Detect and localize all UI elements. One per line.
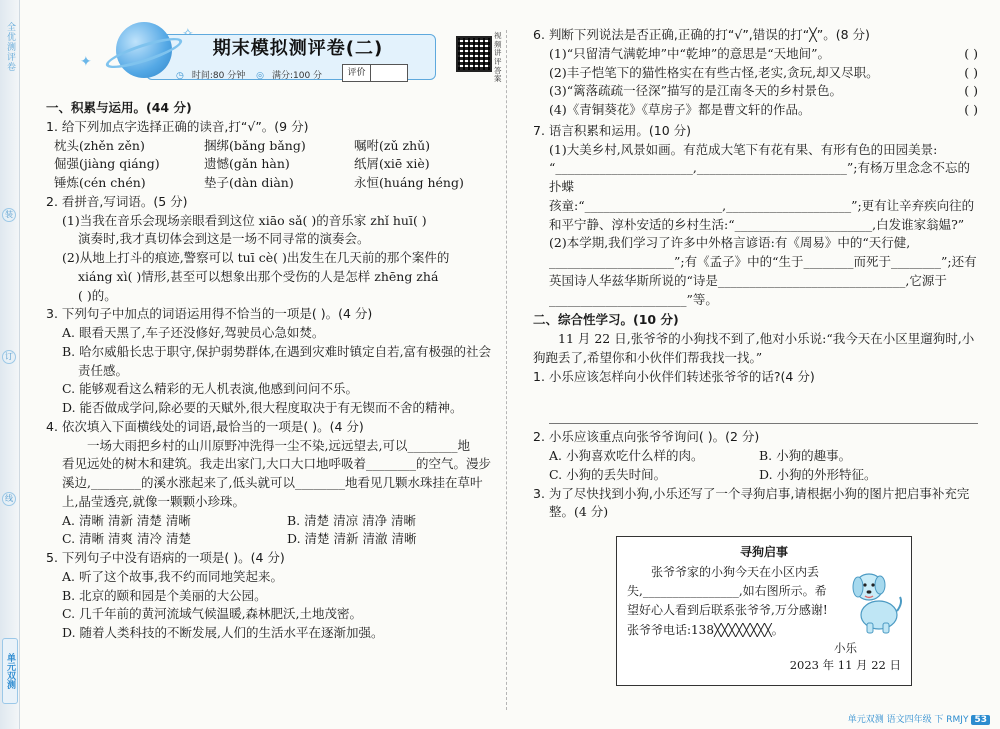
- question-4: [46, 418, 496, 549]
- judge-statement: (1)“只留清气满乾坤”中“乾坤”的意思是“天地间”。: [549, 45, 831, 61]
- question-1-title: 1. 给下列加点字选择正确的读音,打“√”。(9 分): [46, 118, 309, 134]
- exam-meta: [176, 70, 330, 84]
- notice-line: 望好心人看到后联系张爷爷,万分感谢!: [627, 603, 828, 618]
- passage-line[interactable]: 看见远处的树木和建筑。我走出家门,大口大口地呼吸着________的空气。漫步: [62, 456, 491, 472]
- spine-brand: 全优测评卷: [5, 22, 15, 72]
- question-2: [46, 193, 496, 306]
- answer-line[interactable]: [549, 400, 978, 424]
- pinyin-choice[interactable]: 垫子(dàn diàn): [204, 175, 294, 190]
- left-column: [46, 22, 502, 643]
- question-6-title: 6. 判断下列说法是否正确,正确的打“√”,错误的打“╳”。(8 分): [533, 27, 870, 42]
- pinyin-choice[interactable]: 嘱咐(zǔ zhǔ): [354, 137, 431, 153]
- sub-question-1: 1. 小乐应该怎样向小伙伴们转述张爷爷的话?(4 分): [533, 368, 815, 384]
- option-d[interactable]: D. 随着人类科技的不断发展,人们的生活水平在逐渐加强。: [62, 625, 384, 640]
- judge-statement: (4)《青铜葵花》《草房子》都是曹文轩的作品。: [549, 102, 811, 117]
- qr-caption: 视频讲评答案: [494, 31, 502, 84]
- answer-bracket[interactable]: ( ): [964, 45, 978, 61]
- dog-icon: [845, 563, 905, 635]
- evaluation-box[interactable]: [342, 64, 408, 82]
- option-b[interactable]: B. 哈尔威船长忠于职守,保护弱势群体,在遇到灾难时镇定自若,富有极强的社会: [62, 343, 492, 359]
- passage-line: 上,晶莹透亮,就像一颗颗小珍珠。: [62, 493, 245, 509]
- brand-logo: 单元双测: [2, 638, 18, 704]
- judge-item: [533, 82, 978, 101]
- pinyin-choice[interactable]: 倔强(jiàng qiáng): [54, 156, 160, 172]
- question-7-line[interactable]: ______________________”等。: [549, 291, 718, 307]
- intro-line: 狗跑丢了,希望你和小伙伴们帮我找一找。”: [533, 349, 763, 365]
- spine-tab-1: 装: [2, 208, 16, 222]
- judge-statement: (2)丰子恺笔下的猫性格实在有些古怪,老实,贪玩,却又尽职。: [549, 64, 879, 80]
- qr-code[interactable]: [456, 36, 492, 72]
- question-7-line[interactable]: 孩童:“______________________,____________________”;更有让辛弃疾向往的: [549, 197, 975, 213]
- spine-tab-2: 订: [2, 350, 16, 364]
- question-7-line: (1)大美乡村,风景如画。有范成大笔下有花有果、有形有色的田园美景:: [549, 141, 938, 157]
- answer-bracket[interactable]: ( ): [964, 83, 978, 99]
- option-c[interactable]: C. 清晰 清爽 清冷 清楚: [62, 531, 191, 547]
- spine-tab-3: 线: [2, 492, 16, 506]
- intro-line: 11 月 22 日,张爷爷的小狗找不到了,他对小乐说:“我今天在小区里遛狗时,小: [558, 331, 975, 346]
- option-b[interactable]: B. 清楚 清凉 清净 清晰: [287, 512, 417, 528]
- exam-header: [46, 22, 502, 98]
- question-2-line: 演奏时,我才真切体会到这是一场不同寻常的演奏会。: [78, 231, 370, 247]
- option-c[interactable]: C. 能够观看这么精彩的无人机表演,他感到问问不乐。: [62, 381, 359, 397]
- full-score: 满分:100 分: [271, 71, 323, 81]
- question-7-line[interactable]: 英国诗人华兹华斯所说的“诗是______________________________,它源于: [549, 272, 947, 288]
- notice-date: 2023 年 11 月 22 日: [789, 658, 901, 672]
- option-d[interactable]: D. 清楚 清新 清澈 清晰: [287, 531, 417, 547]
- question-2-line[interactable]: (2)从地上打斗的痕迹,警察可以 tuī cè( )出发生在几天前的那个案件的: [62, 250, 450, 265]
- notice-title: 寻狗启事: [739, 545, 788, 559]
- question-7-line: (2)本学期,我们学习了许多中外格言谚语:有《周易》中的“天行健,: [549, 235, 911, 251]
- option-a[interactable]: A. 清晰 清新 清楚 清晰: [62, 512, 191, 528]
- clock-icon: ◷: [176, 71, 184, 81]
- binding-spine: [0, 0, 20, 729]
- option-d[interactable]: D. 小狗的外形特征。: [759, 466, 877, 482]
- notice-signature: 小乐: [834, 640, 857, 655]
- judge-item: [533, 64, 978, 83]
- option-row: [46, 530, 496, 549]
- question-6: [533, 26, 978, 120]
- option-a[interactable]: A. 眼看天黑了,车子还没修好,驾驶员心急如焚。: [62, 325, 325, 340]
- notice-line[interactable]: 失,________________,如右图所示。希: [627, 584, 827, 599]
- time-limit: 时间:80 分钟: [191, 71, 246, 81]
- question-5-title: 5. 下列句子中没有语病的一项是( )。(4 分): [46, 550, 285, 565]
- right-column: [533, 26, 978, 672]
- option-b[interactable]: B. 小狗的趣事。: [759, 448, 852, 463]
- section-1-heading: 一、积累与运用。(44 分): [46, 100, 192, 115]
- pinyin-row: [46, 155, 496, 174]
- pinyin-choice[interactable]: 遗憾(gǎn hàn): [204, 156, 290, 172]
- question-2-title: 2. 看拼音,写词语。(5 分): [46, 193, 188, 209]
- lost-dog-notice: [616, 536, 912, 686]
- option-b-cont: 责任感。: [78, 362, 129, 378]
- star-icon: ✦: [80, 54, 92, 70]
- question-3: [46, 305, 496, 418]
- pinyin-row: [46, 137, 496, 156]
- passage-line[interactable]: 一场大雨把乡村的山川原野冲洗得一尘不染,远远望去,可以________地: [87, 437, 470, 453]
- question-2-line[interactable]: (1)当我在音乐会现场亲眼看到这位 xiāo sǎ( )的音乐家 zhǐ huī( ): [62, 212, 427, 228]
- option-a[interactable]: A. 小狗喜欢吃什么样的肉。: [549, 448, 704, 463]
- option-row: [533, 466, 978, 485]
- pinyin-choice[interactable]: 枕头(zhěn zěn): [54, 137, 145, 153]
- question-2-line[interactable]: xiáng xì( )情形,甚至可以想象出那个受伤的人是怎样 zhēng zhá: [78, 268, 439, 284]
- pinyin-choice[interactable]: 捆绑(bǎng bǎng): [204, 137, 306, 153]
- question-7-line[interactable]: ____________________”;有《孟子》中的“生于________而死于________”;还有: [549, 254, 977, 269]
- sub-question-3: 3. 为了尽快找到小狗,小乐还写了一个寻狗启事,请根据小狗的图片把启事补充完: [533, 485, 970, 501]
- pinyin-choice[interactable]: 纸屑(xiē xiè): [354, 156, 430, 172]
- sub-question-3-cont: 整。(4 分): [549, 504, 609, 520]
- pinyin-choice[interactable]: 永恒(huáng héng): [354, 175, 464, 190]
- score-icon: ◎: [256, 71, 264, 81]
- question-7: [533, 122, 978, 310]
- evaluation-label: 评价: [343, 65, 371, 81]
- passage-line[interactable]: 溪边,________的溪水涨起来了,低头就可以________地看见几颗水珠挂在草叶: [62, 475, 483, 490]
- option-b[interactable]: B. 北京的颐和园是个美丽的大公园。: [62, 587, 267, 603]
- sub-question-2: 2. 小乐应该重点向张爷爷询问( )。(2 分): [533, 429, 760, 445]
- question-2-line[interactable]: ( )的。: [78, 287, 117, 303]
- option-a[interactable]: A. 听了这个故事,我不约而同地笑起来。: [62, 568, 283, 584]
- page-number: 53: [971, 715, 990, 725]
- option-c[interactable]: C. 小狗的丢失时间。: [549, 466, 667, 482]
- question-5: [46, 549, 496, 643]
- option-row: [46, 512, 496, 531]
- question-7-line[interactable]: 和平宁静、淳朴安适的乡村生活:“______________________,白发谁家翁媪?”: [549, 216, 965, 232]
- answer-bracket[interactable]: ( ): [964, 64, 978, 80]
- notice-line: 张爷爷电话:138╳╳╳╳╳╳╳╳。: [627, 622, 784, 637]
- pinyin-row: [46, 174, 496, 193]
- question-3-title: 3. 下列句子中加点的词语运用得不恰当的一项是( )。(4 分): [46, 306, 373, 322]
- judge-statement: (3)“篱落疏疏一径深”描写的是江南冬天的乡村景色。: [549, 83, 842, 99]
- column-divider: [506, 30, 507, 710]
- judge-item: [533, 101, 978, 120]
- question-4-title: 4. 依次填入下面横线处的词语,最恰当的一项是( )。(4 分): [46, 418, 364, 434]
- judge-item: [533, 45, 978, 64]
- footer-text: 单元双测 语文四年级 下 RMJY: [847, 715, 969, 725]
- option-d[interactable]: D. 能否做成学问,除必要的天赋外,很大程度取决于有无锲而不舍的精神。: [62, 400, 463, 415]
- option-row: [533, 447, 978, 466]
- page-footer: [848, 712, 990, 725]
- question-7-title: 7. 语言积累和运用。(10 分): [533, 122, 692, 138]
- section-2-heading: 二、综合性学习。(10 分): [533, 312, 679, 328]
- question-1: [46, 118, 496, 193]
- question-7-line[interactable]: “______________________,________________________”;有杨万里念念不忘的扑蝶: [549, 160, 970, 194]
- answer-bracket[interactable]: ( ): [964, 102, 978, 117]
- notice-line: 张爷爷家的小狗今天在小区内丢: [651, 565, 820, 579]
- pinyin-choice[interactable]: 锤炼(cén chén): [54, 175, 146, 190]
- option-c[interactable]: C. 几千年前的黄河流域气候温暖,森林肥沃,土地茂密。: [62, 606, 363, 622]
- page-title: 期末模拟测评卷(二): [212, 38, 384, 59]
